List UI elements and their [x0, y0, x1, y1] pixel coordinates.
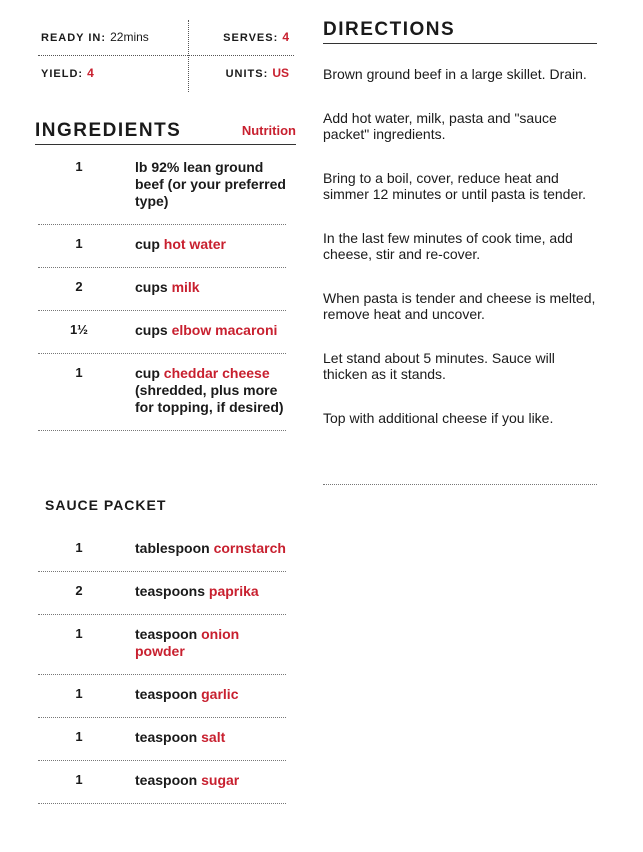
direction-step: Add hot water, milk, pasta and "sauce packet" ingredients. — [323, 110, 557, 142]
ingredient-unit-text: teaspoon — [135, 626, 202, 642]
directions-header — [323, 19, 597, 44]
direction-step: When pasta is tender and cheese is melted, remove heat and uncover. — [323, 290, 596, 322]
ingredient-link[interactable]: salt — [201, 729, 226, 745]
ingredient-quantity: 1 — [75, 626, 83, 641]
ingredient-unit-text: teaspoons — [135, 583, 209, 599]
ingredient-quantity: 1 — [75, 365, 83, 380]
ingredient-row — [38, 529, 286, 572]
nutrition-link[interactable]: Nutrition — [241, 123, 296, 138]
ready-in — [41, 30, 149, 44]
direction-step: Top with additional cheese if you like. — [323, 410, 554, 426]
ingredient-description — [135, 583, 286, 600]
serves — [223, 30, 289, 44]
ingredient-description — [135, 540, 286, 557]
ingredient-link[interactable]: garlic — [201, 686, 239, 702]
meta-divider-vertical — [188, 20, 189, 92]
ingredient-unit-text: lb 92% lean ground beef (or your preferred type) — [135, 159, 286, 209]
ingredient-link[interactable]: cheddar cheese — [163, 365, 270, 381]
ingredient-description — [135, 626, 286, 660]
ingredient-quantity: 1 — [75, 772, 83, 787]
ingredient-row — [38, 572, 286, 615]
ingredient-quantity: 1 — [75, 686, 83, 701]
ingredient-link[interactable]: elbow macaroni — [171, 322, 278, 338]
recipe-meta — [38, 20, 294, 92]
ingredient-row — [38, 718, 286, 761]
ingredient-quantity: 1 — [75, 159, 83, 174]
ingredient-description — [135, 686, 286, 703]
ingredient-quantity: 1 — [75, 236, 83, 251]
ingredients-header — [35, 120, 296, 145]
sauce-packet-title: SAUCE PACKET — [45, 497, 167, 513]
direction-step: Bring to a boil, cover, reduce heat and simmer 12 minutes or until pasta is tender. — [323, 170, 587, 202]
ingredient-note: (shredded, plus more for topping, if desired) — [135, 382, 284, 415]
yield-value: 4 — [87, 66, 94, 80]
ingredient-row — [38, 268, 286, 311]
ingredient-link[interactable]: cornstarch — [213, 540, 286, 556]
direction-step: In the last few minutes of cook time, add cheese, stir and re-cover. — [323, 230, 573, 262]
yield — [41, 66, 94, 80]
ingredient-link[interactable]: hot water — [163, 236, 227, 252]
direction-step: Let stand about 5 minutes. Sauce will thicken as it stands. — [323, 350, 555, 382]
ingredient-row — [38, 311, 286, 354]
ingredients-title: INGREDIENTS — [35, 120, 182, 141]
ingredient-description — [135, 236, 286, 253]
ingredient-quantity: 1 — [75, 729, 83, 744]
ingredient-row — [38, 148, 286, 225]
ingredient-unit-text: teaspoon — [135, 729, 202, 745]
ingredient-unit-text: cup — [135, 365, 164, 381]
ingredient-link[interactable]: milk — [171, 279, 200, 295]
meta-divider-horizontal — [38, 55, 294, 56]
ingredient-quantity: 1 — [75, 540, 83, 555]
ingredient-description — [135, 772, 286, 789]
ingredient-row — [38, 761, 286, 804]
yield-label: YIELD: — [41, 68, 84, 80]
units — [226, 66, 289, 80]
ingredient-quantity: 1½ — [69, 322, 89, 337]
ingredient-description — [135, 365, 286, 416]
ingredient-unit-text: cups — [135, 322, 172, 338]
ingredient-link[interactable]: sugar — [201, 772, 240, 788]
directions-divider — [323, 484, 597, 485]
ingredient-unit-text: tablespoon — [135, 540, 214, 556]
directions-title: DIRECTIONS — [323, 19, 456, 40]
ingredient-description — [135, 322, 286, 339]
ingredient-row — [38, 675, 286, 718]
directions-list — [323, 66, 597, 454]
ingredient-description — [135, 279, 286, 296]
units-value[interactable]: US — [272, 66, 289, 80]
ingredient-description — [135, 159, 286, 210]
ingredient-link[interactable]: onion powder — [135, 626, 240, 659]
ingredient-unit-text: teaspoon — [135, 772, 202, 788]
ingredients-list — [38, 148, 286, 431]
ingredient-quantity: 2 — [75, 583, 83, 598]
ingredient-quantity: 2 — [75, 279, 83, 294]
ingredient-link[interactable]: paprika — [208, 583, 259, 599]
units-label: UNITS: — [225, 68, 269, 80]
ingredient-row — [38, 354, 286, 431]
ready-in-label: READY IN: — [41, 32, 107, 44]
ingredient-row — [38, 225, 286, 268]
ingredient-unit-text: cup — [135, 236, 164, 252]
serves-value: 4 — [282, 30, 289, 44]
ingredient-unit-text: cups — [135, 279, 172, 295]
serves-label: SERVES: — [223, 32, 279, 44]
ingredient-unit-text: teaspoon — [135, 686, 202, 702]
sauce-packet-list — [38, 529, 286, 804]
ingredient-description — [135, 729, 286, 746]
ready-in-value: 22mins — [110, 30, 149, 44]
ingredient-row — [38, 615, 286, 675]
direction-step: Brown ground beef in a large skillet. Drain. — [323, 66, 587, 82]
